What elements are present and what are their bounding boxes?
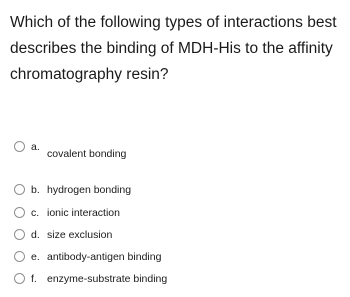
question-line: Which of the following types of interactions best — [10, 14, 337, 31]
answer-option-f[interactable] — [14, 272, 334, 288]
question-line: chromatography resin? — [10, 66, 169, 83]
radio-button[interactable] — [14, 273, 25, 284]
option-text: hydrogen bonding — [47, 184, 132, 196]
radio-button[interactable] — [14, 251, 25, 262]
answer-option-c[interactable] — [14, 206, 334, 222]
radio-button[interactable] — [14, 141, 25, 152]
answer-option-b[interactable] — [14, 183, 334, 199]
option-letter: d. — [31, 229, 40, 241]
option-text: antibody-antigen binding — [47, 251, 162, 263]
option-letter: b. — [31, 184, 40, 196]
option-text: enzyme-substrate binding — [47, 273, 168, 285]
option-text: covalent bonding — [47, 148, 127, 160]
radio-button[interactable] — [14, 207, 25, 218]
option-letter: c. — [31, 207, 40, 219]
answer-option-d[interactable] — [14, 228, 334, 244]
question-text — [10, 10, 345, 88]
option-letter: a. — [31, 141, 40, 153]
answer-option-a[interactable] — [14, 140, 334, 160]
option-letter: e. — [31, 251, 40, 263]
option-text: size exclusion — [47, 229, 113, 241]
question-line: describes the binding of MDH-His to the affinity — [10, 40, 333, 57]
radio-button[interactable] — [14, 229, 25, 240]
option-text: ionic interaction — [47, 207, 120, 219]
answer-option-e[interactable] — [14, 250, 334, 266]
radio-button[interactable] — [14, 184, 25, 195]
option-letter: f. — [31, 273, 37, 285]
